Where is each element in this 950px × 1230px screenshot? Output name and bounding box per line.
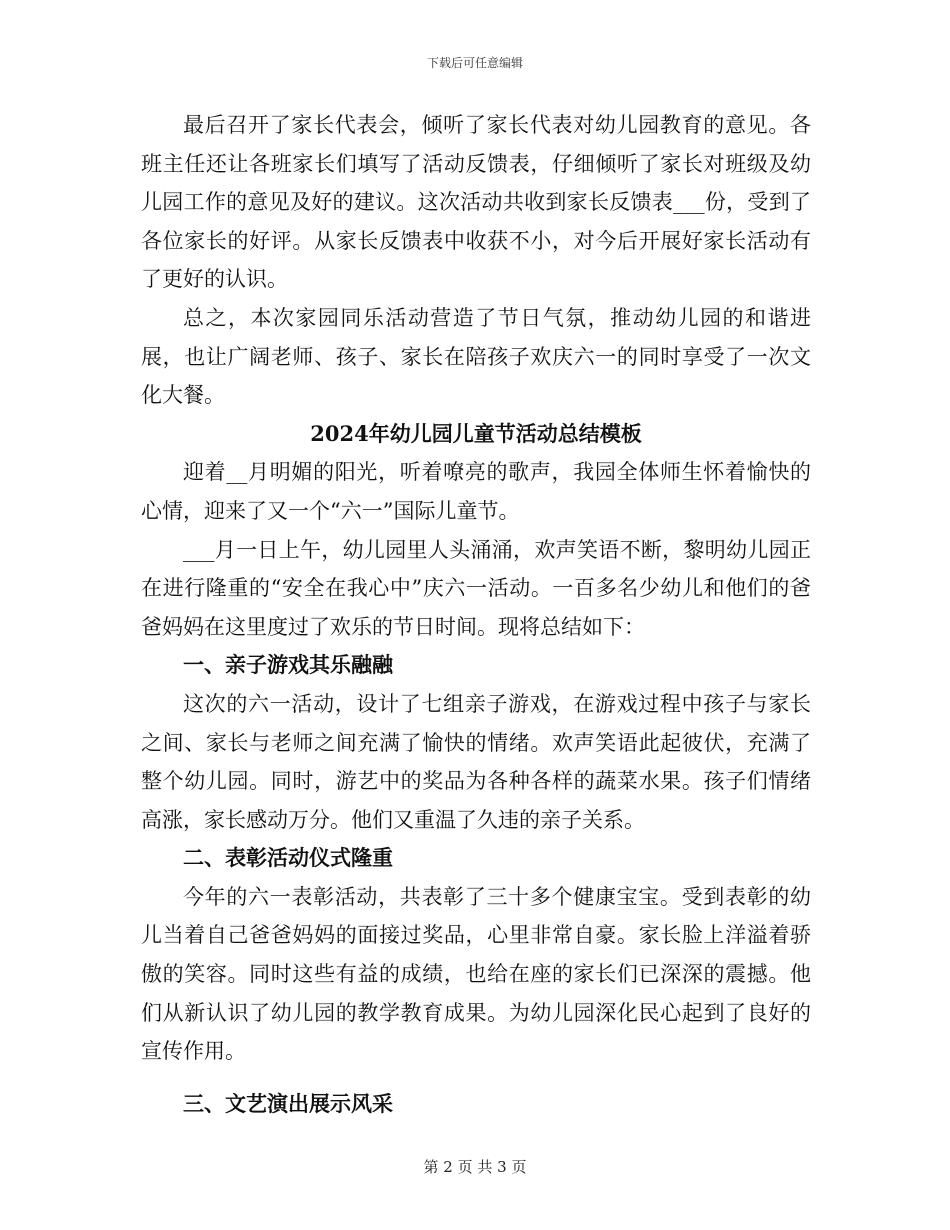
document-title: 2024年幼儿园儿童节活动总结模板	[310, 420, 642, 446]
paragraph-games: 这次的六一活动，设计了七组亲子游戏，在游戏过程中孩子与家长之间、家长与老师之间充满了愉快的情绪。欢声笑语此起彼伏，充满了整个幼儿园。同时，游艺中的奖品为各种各样的蔬菜水果。孩子们情绪高涨，家长感动万分。他们又重温了久违的亲子关系。	[141, 691, 811, 832]
paragraph-conclusion: 总之，本次家园同乐活动营造了节日气氛，推动幼儿园的和谐进展，也让广阔老师、孩子、家长在陪孩子欢庆六一的同时享受了一次文化大餐。	[141, 305, 811, 408]
paragraph-parent-meeting: 最后召开了家长代表会，倾听了家长代表对幼儿园教育的意见。各班主任还让各班家长们填写了活动反馈表，仔细倾听了家长对班级及幼儿园工作的意见及好的建议。这次活动共收到家长反馈表___份，受到了各位家长的好评。从家长反馈表中收获不小，对今后开展好家长活动有了更好的认识。	[141, 113, 811, 292]
paragraph-awards: 今年的六一表彰活动，共表彰了三十多个健康宝宝。受到表彰的幼儿当着自己爸爸妈妈的面接过奖品，心里非常自豪。家长脸上洋溢着骄傲的笑容。同时这些有益的成绩，也给在座的家长们已深深的震撼。他们从新认识了幼儿园的教学教育成果。为幼儿园深化民心起到了良好的宣传作用。	[141, 884, 811, 1064]
section-heading-parent-child-games: 一、亲子游戏其乐融融	[183, 652, 393, 678]
paragraph-intro: 迎着__月明媚的阳光，听着嘹亮的歌声，我园全体师生怀着愉快的心情，迎来了又一个“六一”国际儿童节。	[141, 460, 811, 523]
paragraph-event-overview: ___月一日上午，幼儿园里人头涌涌，欢声笑语不断，黎明幼儿园正在进行隆重的“安全在我心中”庆六一活动。一百多名少幼儿和他们的爸爸妈妈在这里度过了欢乐的节日时间。现将总结如下：	[141, 537, 811, 639]
page-header: 下载后可任意编辑	[426, 56, 523, 70]
section-heading-awards: 二、表彰活动仪式隆重	[183, 845, 393, 871]
page-footer: 第 2 页 共 3 页	[423, 1158, 527, 1176]
document-body	[141, 106, 811, 1123]
section-heading-performances: 三、文艺演出展示风采	[183, 1090, 393, 1116]
